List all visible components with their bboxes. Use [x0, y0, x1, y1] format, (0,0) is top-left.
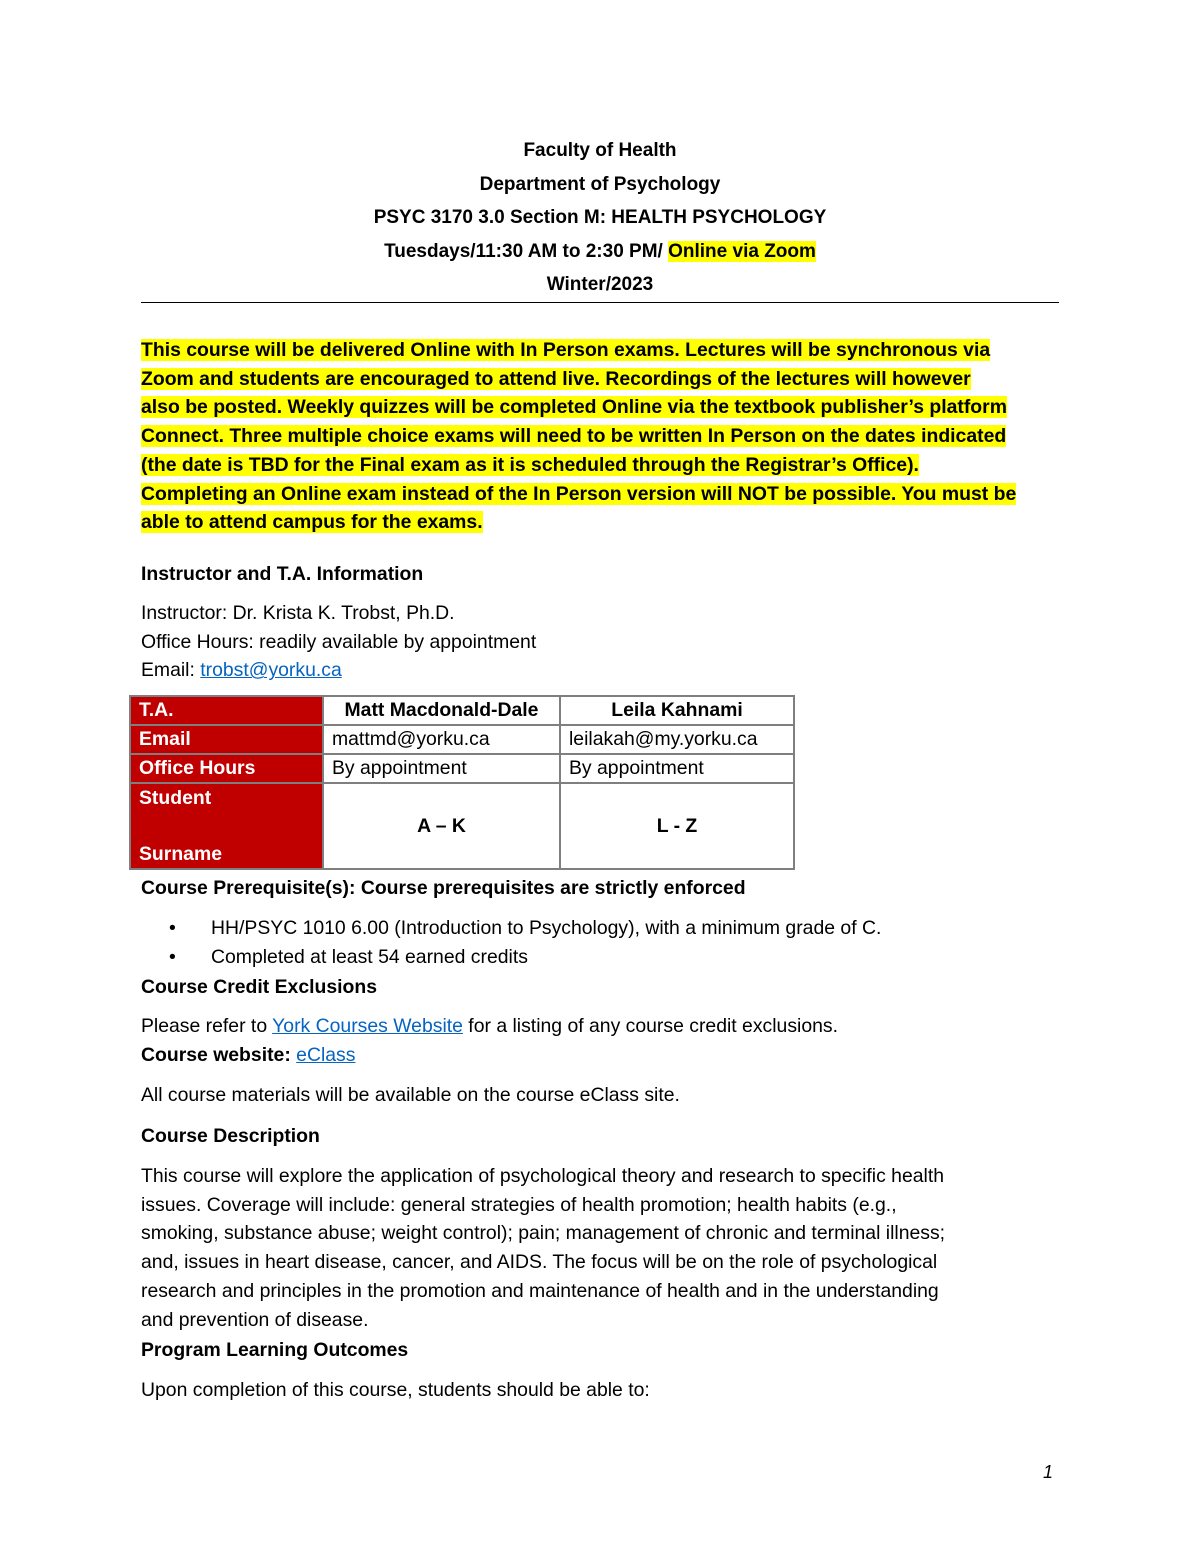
prerequisites-list — [141, 914, 881, 971]
notice-line: also be posted. Weekly quizzes will be completed Online via the textbook publisher’s platform — [141, 396, 1007, 419]
exclusions-heading: Course Credit Exclusions — [141, 976, 377, 998]
course-title: PSYC 3170 3.0 Section M: HEALTH PSYCHOLOGY — [373, 207, 827, 228]
course-website-label: Course website: — [141, 1044, 297, 1066]
notice-line: (the date is TBD for the Final exam as it is scheduled through the Registrar’s Office). — [141, 453, 919, 476]
list-item-text: HH/PSYC 1010 6.00 (Introduction to Psychology), with a minimum grade of C. — [211, 917, 882, 939]
description-line: and prevention of disease. — [141, 1308, 369, 1331]
surname-label-line-2: Surname — [139, 843, 222, 865]
bullet-icon: • — [169, 917, 176, 939]
instructor-email-link[interactable]: trobst@yorku.ca — [200, 659, 342, 682]
course-website-line — [141, 1041, 355, 1070]
instructor-office-hours: Office Hours: readily available by appointment — [141, 630, 537, 653]
eclass-link[interactable]: eClass — [296, 1044, 356, 1066]
instructor-email-line — [141, 656, 536, 685]
description-line: smoking, substance abuse; weight control); pain; management of chronic and terminal illness; — [141, 1222, 946, 1245]
schedule-time: Tuesdays/11:30 AM to 2:30 PM/ — [384, 240, 669, 262]
materials-text: All course materials will be available on the course eClass site. — [141, 1084, 680, 1106]
schedule-mode: Online via Zoom — [668, 240, 816, 262]
exclusions-text-after: for a listing of any course credit exclusions. — [462, 1015, 838, 1037]
schedule-line — [141, 241, 1059, 263]
notice-line: Completing an Online exam instead of the In Person version will NOT be possible. You must be — [141, 482, 1017, 505]
surname-range-cell: A – K — [323, 783, 560, 869]
notice-line: This course will be delivered Online with In Person exams. Lectures will be synchronous via — [141, 339, 991, 361]
delivery-notice — [141, 336, 1061, 537]
instructor-heading: Instructor and T.A. Information — [141, 563, 424, 585]
ta-table — [129, 695, 795, 870]
table-row — [130, 754, 794, 783]
surname-label-line-1: Student — [139, 787, 212, 809]
ta-office-hours-cell: By appointment — [323, 754, 560, 783]
faculty-title: Faculty of Health — [523, 140, 677, 161]
notice-line: Zoom and students are encouraged to attend live. Recordings of the lectures will however — [141, 367, 971, 390]
ta-name-cell: Matt Macdonald-Dale — [323, 696, 560, 725]
description-heading: Course Description — [141, 1125, 320, 1147]
description-line: research and principles in the promotion and maintenance of health and in the understanding — [141, 1279, 939, 1302]
ta-office-hours-cell: By appointment — [560, 754, 794, 783]
instructor-name: Instructor: Dr. Krista K. Trobst, Ph.D. — [141, 602, 455, 624]
instructor-info — [141, 599, 536, 685]
ta-name-cell: Leila Kahnami — [560, 696, 794, 725]
surname-range-cell: L - Z — [560, 783, 794, 869]
document-header — [141, 140, 1059, 308]
surname-label-cell — [130, 783, 323, 869]
exclusions-text-before: Please refer to — [141, 1015, 273, 1037]
notice-line: Connect. Three multiple choice exams will need to be written In Person on the dates indicated — [141, 425, 1007, 448]
list-item-text: Completed at least 54 earned credits — [211, 945, 528, 968]
outcomes-intro: Upon completion of this course, students should be able to: — [141, 1379, 650, 1401]
description-line: This course will explore the application of psychological theory and research to specific health — [141, 1165, 944, 1187]
table-row — [130, 783, 794, 869]
department-title: Department of Psychology — [479, 173, 721, 195]
email-label: Email: — [141, 659, 201, 682]
header-rule — [141, 302, 1059, 303]
exclusions-text — [141, 1012, 838, 1041]
ta-label-cell: T.A. — [130, 696, 323, 725]
description-text — [141, 1162, 945, 1334]
description-line: issues. Coverage will include: general strategies of health promotion; health habits (e.g., — [141, 1193, 897, 1216]
term-title: Winter/2023 — [546, 274, 654, 295]
outcomes-heading: Program Learning Outcomes — [141, 1339, 409, 1361]
list-item — [141, 943, 881, 972]
list-item — [141, 914, 881, 943]
office-hours-label-cell: Office Hours — [130, 754, 323, 783]
bullet-icon: • — [169, 945, 176, 968]
ta-email-cell: mattmd@yorku.ca — [323, 725, 560, 754]
table-row — [130, 725, 794, 754]
table-row — [130, 696, 794, 725]
notice-line: able to attend campus for the exams. — [141, 511, 483, 534]
prerequisites-heading: Course Prerequisite(s): Course prerequisites are strictly enforced — [141, 877, 746, 899]
york-courses-link[interactable]: York Courses Website — [272, 1015, 463, 1037]
ta-email-cell: leilakah@my.yorku.ca — [560, 725, 794, 754]
description-line: and, issues in heart disease, cancer, and AIDS. The focus will be on the role of psychological — [141, 1251, 938, 1274]
email-label-cell: Email — [130, 725, 323, 754]
page-number: 1 — [1043, 1462, 1054, 1482]
